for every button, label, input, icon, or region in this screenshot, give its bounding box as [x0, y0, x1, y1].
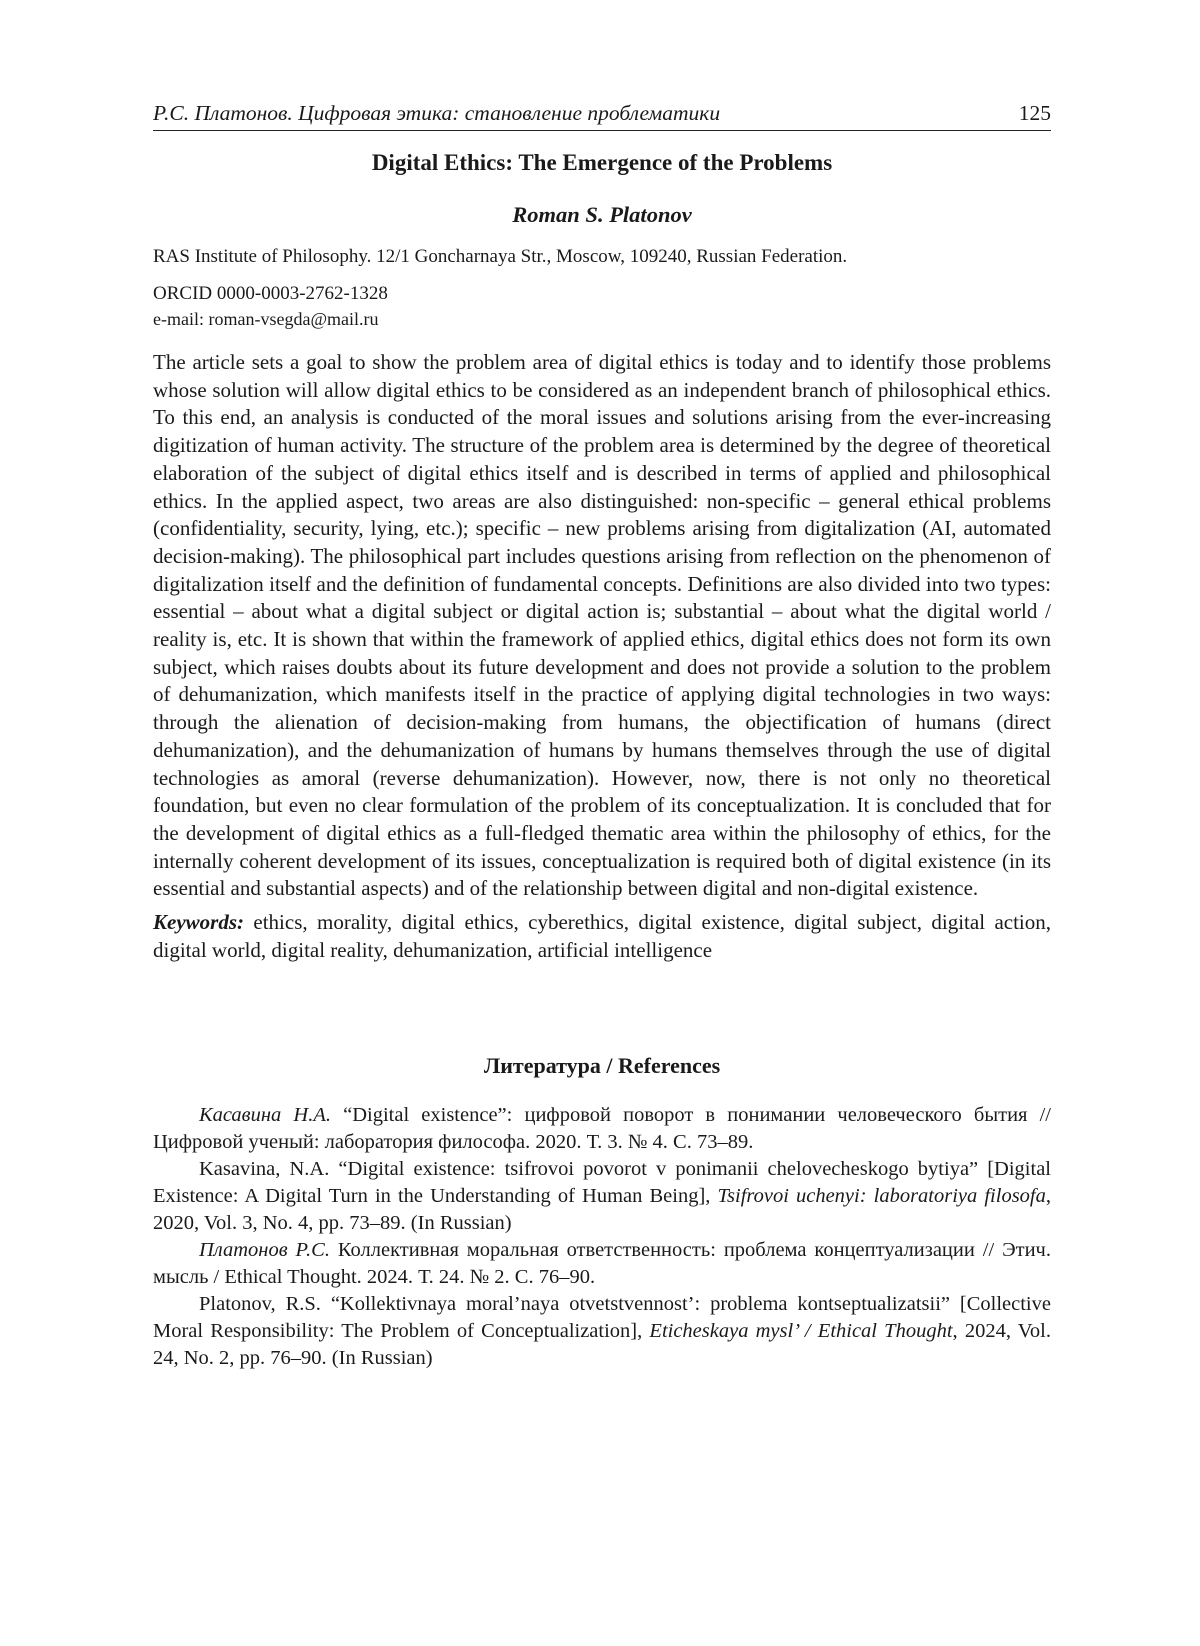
- affiliation: RAS Institute of Philosophy. 12/1 Goncharnaya Str., Moscow, 109240, Russian Federation.: [153, 246, 848, 267]
- reference-author: Платонов Р.С.: [199, 1239, 330, 1262]
- reference-journal: Tsifrovoi uchenyi: laboratoriya filosofa: [717, 1185, 1046, 1208]
- reference-details: , 2020, Vol. 3, No. 4, pp. 73–89. (In Russian): [153, 1185, 1051, 1235]
- article-title: Digital Ethics: The Emergence of the Problems: [371, 150, 833, 175]
- reference-author: Platonov, R.S.: [199, 1293, 321, 1316]
- reference-body: “Kollektivnaya moral’naya otvetstvennost’: problema kontseptualizatsii” [Collective Moral Responsibility: The Problem of Conceptualization],: [153, 1293, 1051, 1343]
- reference-body: “Digital existence: tsifrovoi povorot v ponimanii chelovecheskogo bytiya” [Digital Existence: A Digital Turn in the Understanding of Human Being],: [153, 1158, 1051, 1208]
- reference-journal: Eticheskaya mysl’ / Ethical Thought: [649, 1320, 953, 1343]
- orcid: ORCID 0000-0003-2762-1328: [153, 283, 388, 304]
- keywords-label: Keywords:: [153, 910, 244, 935]
- keywords-list: ethics, morality, digital ethics, cyberethics, digital existence, digital subject, digital action, digital world, digital reality, dehumanization, artificial intelligence: [153, 910, 1052, 962]
- abstract: The article sets a goal to show the problem area of digital ethics is today and to identify those problems whose solution will allow digital ethics to be considered as an independent branch of philosophical ethics. To this end, an analysis is conducted of the moral issues and solutions arising from the ever-increasing digitization of human activity. The structure of the problem area is determined by the degree of theoretical elaboration of the subject of digital ethics itself and is described in terms of applied and philosophical ethics. In the applied aspect, two areas are also distinguished: non-specific – general ethical problems (confidentiality, security, lying, etc.); specific – new problems arising from digitalization (AI, automated decision-making). The philosophical part includes questions arising from reflection on the phenomenon of digitalization itself and the definition of fundamental concepts. Definitions are also divided into two types: essential – about what a digital subject or digital action is; substantial – about what the digital world / reality is, etc. It is shown that within the framework of applied ethics, digital ethics does not form its own subject, which raises doubts about its future development and does not provide a solution to the problem of dehumanization, which manifests itself in the practice of applying digital technologies in two ways: through the alienation of decision-making from humans, the objectification of humans (direct dehumanization), and the dehumanization of humans by humans themselves through the use of digital technologies as amoral (reverse dehumanization). However, now, there is not only no theoretical foundation, but even no clear formulation of the problem of its conceptualization. It is concluded that for the development of digital ethics as a full-fledged thematic area within the philosophy of ethics, for the internally coherent development of its issues, conceptualization is required both of digital existence (in its essential and substantial aspects) and of the relationship between digital and non-digital existence.: [153, 350, 1051, 901]
- running-title: Р.С. Платонов. Цифровая этика: становление проблематики: [153, 101, 721, 125]
- article-page: [153, 100, 1051, 1372]
- references-list: [153, 1102, 1051, 1372]
- page-number: 125: [1018, 101, 1051, 125]
- keywords: [153, 909, 1051, 964]
- references-heading: Литература / References: [483, 1053, 721, 1079]
- reference-details: , 2024, Vol. 24, No. 2, pp. 76–90. (In Russian): [153, 1320, 1051, 1370]
- reference-author: Kasavina, N.A.: [199, 1158, 330, 1181]
- reference-item: [153, 1291, 1051, 1372]
- reference-body: “Digital existence”: цифровой поворот в понимании человеческого бытия // Цифровой ученый: лаборатория философа. 2020. Т. 3. № 4. С. 73–89.: [153, 1104, 1051, 1154]
- reference-item: [153, 1102, 1051, 1156]
- reference-item: [153, 1237, 1051, 1291]
- email[interactable]: e-mail: roman-vsegda@mail.ru: [153, 309, 379, 329]
- author-name: Roman S. Platonov: [512, 202, 692, 227]
- running-header: [153, 100, 1051, 131]
- reference-author: Касавина Н.А.: [199, 1104, 331, 1127]
- reference-body: Коллективная моральная ответственность: проблема концептуализации // Этич. мысль / Ethical Thought. 2024. Т. 24. № 2. С. 76–90.: [153, 1239, 1051, 1289]
- reference-item: [153, 1156, 1051, 1237]
